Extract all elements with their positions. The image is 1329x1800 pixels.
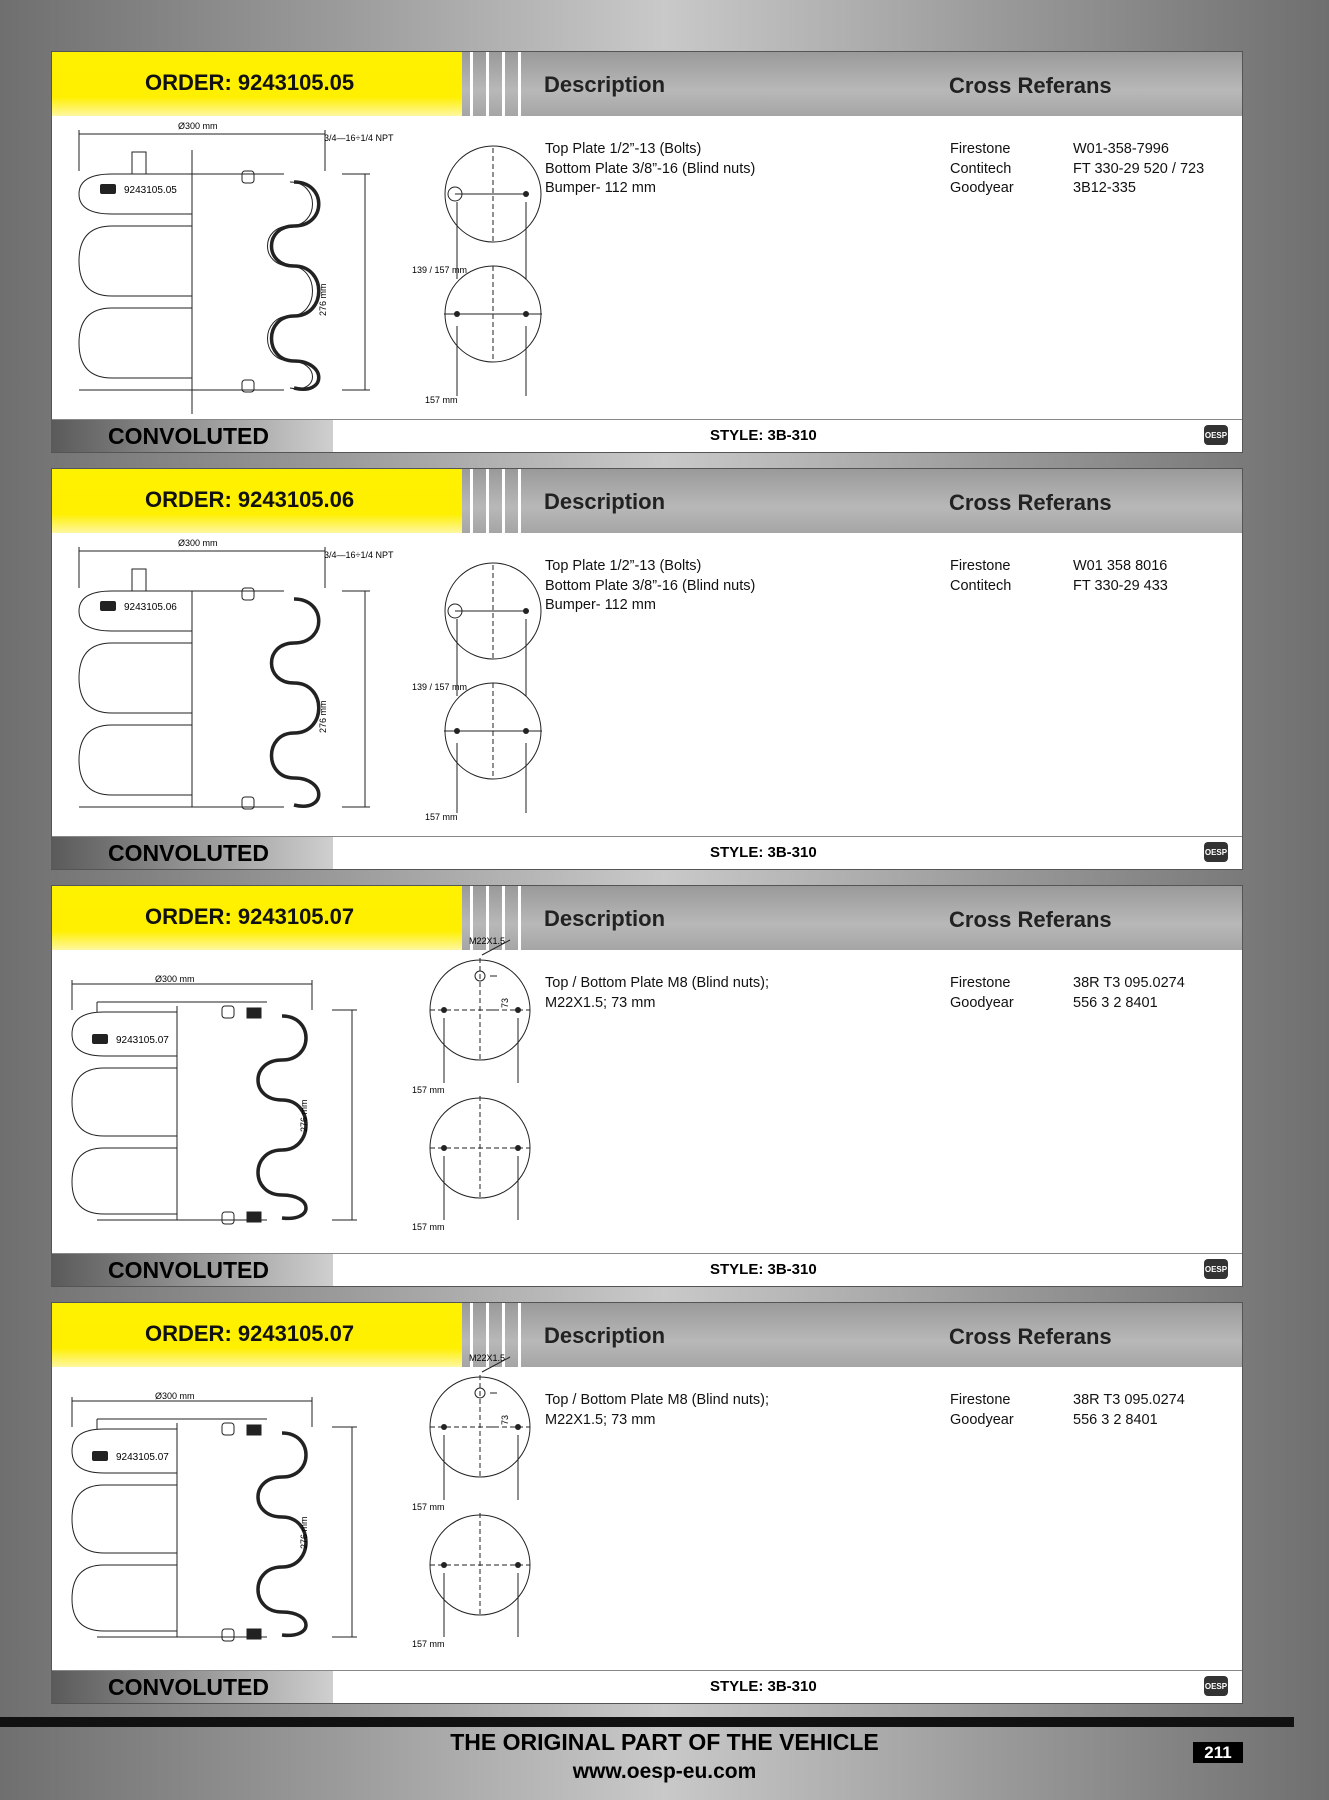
oesp-mini-logo <box>92 1451 108 1461</box>
thread-label: 3/4—16÷1/4 NPT <box>324 550 394 560</box>
thread-label: M22X1.5 <box>469 1353 506 1363</box>
cross-brand: Goodyear <box>950 1411 1014 1428</box>
logo-text: OESP <box>1204 848 1228 857</box>
card-header <box>52 886 1242 950</box>
part-label: 9243105.06 <box>124 602 177 613</box>
cross-brand: Firestone <box>950 1392 1011 1408</box>
type-box <box>51 1254 333 1286</box>
card-footer <box>52 419 1242 452</box>
oesp-logo <box>1204 1259 1228 1279</box>
part-label: 9243105.07 <box>116 1035 169 1046</box>
description-line: Top / Bottom Plate M8 (Blind nuts); <box>545 1392 770 1408</box>
oesp-logo <box>1204 425 1228 445</box>
order-box <box>52 52 462 116</box>
cross-reference-heading: Cross Referans <box>949 490 1112 515</box>
cross-code: 38R T3 095.0274 <box>1073 1392 1185 1408</box>
logo-text: OESP <box>1204 1682 1228 1691</box>
oesp-mini-logo <box>100 601 116 611</box>
page-number: 211 <box>1193 1742 1243 1763</box>
card-header <box>52 52 1242 116</box>
logo-text: OESP <box>1204 431 1228 440</box>
cross-reference-heading: Cross Referans <box>949 1324 1112 1349</box>
cross-reference-heading: Cross Referans <box>949 73 1112 98</box>
cross-brand: Firestone <box>950 975 1011 991</box>
header-stripes <box>462 469 526 533</box>
thread-label: M22X1.5 <box>469 936 506 946</box>
offset-label: 73 <box>500 1414 510 1425</box>
description-line: Top / Bottom Plate M8 (Blind nuts); <box>545 975 770 991</box>
bottom-plate-label: 157 mm <box>412 1639 445 1649</box>
description-heading: Description <box>544 72 666 97</box>
product-card <box>51 51 1243 453</box>
cross-row <box>950 974 1185 994</box>
product-card <box>51 885 1243 1287</box>
cross-brand: Firestone <box>950 141 1011 157</box>
style-label: STYLE: 3B-310 <box>710 1261 817 1278</box>
description-line: Bottom Plate 3/8”-16 (Blind nuts) <box>545 577 756 594</box>
product-type: CONVOLUTED <box>108 840 269 866</box>
cross-brand: Firestone <box>950 558 1011 574</box>
cross-code: W01 358 8016 <box>1073 558 1168 574</box>
description-line: M22X1.5; 73 mm <box>545 994 656 1011</box>
product-card <box>51 1302 1243 1704</box>
type-box <box>51 420 333 452</box>
part-label: 9243105.05 <box>124 185 177 196</box>
order-box <box>52 886 462 950</box>
cross-reference-heading: Cross Referans <box>949 907 1112 932</box>
cross-row <box>950 577 1168 597</box>
product-type: CONVOLUTED <box>108 1257 269 1283</box>
cross-code: FT 330-29 520 / 723 <box>1073 160 1205 177</box>
description-list <box>545 140 755 199</box>
top-plate-label: 157 mm <box>412 1502 445 1512</box>
card-footer <box>52 1670 1242 1703</box>
cross-code: 556 3 2 8401 <box>1073 1411 1158 1428</box>
card-footer <box>52 1253 1242 1286</box>
cross-row <box>950 179 1204 199</box>
bottom-plate-label: 157 mm <box>425 812 458 822</box>
air-spring-drawing <box>52 116 492 416</box>
product-card <box>51 468 1243 870</box>
cross-code: 556 3 2 8401 <box>1073 994 1158 1011</box>
order-number: ORDER: 9243105.07 <box>145 1321 355 1346</box>
product-type: CONVOLUTED <box>108 423 269 449</box>
air-spring-drawing <box>52 936 510 1250</box>
cross-brand: Contitech <box>950 160 1012 177</box>
diameter-label: Ø300 mm <box>155 974 195 984</box>
order-box <box>52 1303 462 1367</box>
oesp-logo <box>1204 1676 1228 1696</box>
description-line: Bumper- 112 mm <box>545 180 656 196</box>
cross-code: 3B12-335 <box>1073 180 1136 196</box>
cross-row <box>950 1391 1185 1411</box>
footer-tagline: THE ORIGINAL PART OF THE VEHICLE <box>450 1729 879 1755</box>
footer-bar <box>0 1717 1294 1727</box>
cross-reference-table <box>950 557 1168 596</box>
cross-row <box>950 994 1185 1014</box>
height-label: 276 mm <box>299 1516 309 1549</box>
description-list <box>545 557 755 616</box>
top-plate-label: 139 / 157 mm <box>412 682 468 692</box>
cross-reference-table <box>950 1391 1185 1430</box>
part-label: 9243105.07 <box>116 1452 169 1463</box>
cross-brand: Contitech <box>950 577 1012 594</box>
cross-row <box>950 1411 1185 1431</box>
card-header <box>52 1303 1242 1367</box>
description-list <box>545 1391 769 1430</box>
cross-code: 38R T3 095.0274 <box>1073 975 1185 991</box>
logo-text: OESP <box>1204 1265 1228 1274</box>
description-line: M22X1.5; 73 mm <box>545 1411 656 1428</box>
description-heading: Description <box>544 1323 666 1348</box>
cross-row <box>950 140 1204 160</box>
description-heading: Description <box>544 489 666 514</box>
description-line: Bumper- 112 mm <box>545 597 656 613</box>
offset-label: 73 <box>500 997 510 1008</box>
thread-label: 3/4—16÷1/4 NPT <box>324 133 394 143</box>
cross-brand: Goodyear <box>950 180 1014 196</box>
cross-brand: Goodyear <box>950 994 1014 1011</box>
order-number: ORDER: 9243105.05 <box>145 70 355 95</box>
card-footer <box>52 836 1242 869</box>
diameter-label: Ø300 mm <box>155 1391 195 1401</box>
air-spring-drawing <box>52 533 492 833</box>
order-number: ORDER: 9243105.07 <box>145 904 355 929</box>
style-label: STYLE: 3B-310 <box>710 844 817 861</box>
description-list <box>545 974 769 1013</box>
cross-reference-table <box>950 140 1204 199</box>
bottom-plate-label: 157 mm <box>412 1222 445 1232</box>
type-box <box>51 1671 333 1703</box>
cross-reference-table <box>950 974 1185 1013</box>
style-label: STYLE: 3B-310 <box>710 1678 817 1695</box>
description-line: Bottom Plate 3/8”-16 (Blind nuts) <box>545 160 756 177</box>
height-label: 276 mm <box>299 1099 309 1132</box>
height-label: 276 mm <box>318 700 328 733</box>
height-label: 276 mm <box>318 283 328 316</box>
card-header <box>52 469 1242 533</box>
description-line: Top Plate 1/2”-13 (Bolts) <box>545 558 702 574</box>
description-line: Top Plate 1/2”-13 (Bolts) <box>545 141 702 157</box>
cross-code: W01-358-7996 <box>1073 141 1169 157</box>
air-spring-drawing <box>52 1353 510 1667</box>
diameter-label: Ø300 mm <box>178 121 218 131</box>
top-plate-label: 139 / 157 mm <box>412 265 468 275</box>
order-box <box>52 469 462 533</box>
style-label: STYLE: 3B-310 <box>710 427 817 444</box>
product-type: CONVOLUTED <box>108 1674 269 1700</box>
oesp-mini-logo <box>92 1034 108 1044</box>
diameter-label: Ø300 mm <box>178 538 218 548</box>
oesp-logo <box>1204 842 1228 862</box>
footer-website[interactable]: www.oesp-eu.com <box>572 1760 757 1783</box>
cross-row <box>950 160 1204 180</box>
cross-code: FT 330-29 433 <box>1073 577 1168 594</box>
header-stripes <box>462 52 526 116</box>
top-plate-label: 157 mm <box>412 1085 445 1095</box>
order-number: ORDER: 9243105.06 <box>145 487 355 512</box>
cross-row <box>950 557 1168 577</box>
bottom-plate-label: 157 mm <box>425 395 458 405</box>
type-box <box>51 837 333 869</box>
oesp-mini-logo <box>100 184 116 194</box>
description-heading: Description <box>544 906 666 931</box>
